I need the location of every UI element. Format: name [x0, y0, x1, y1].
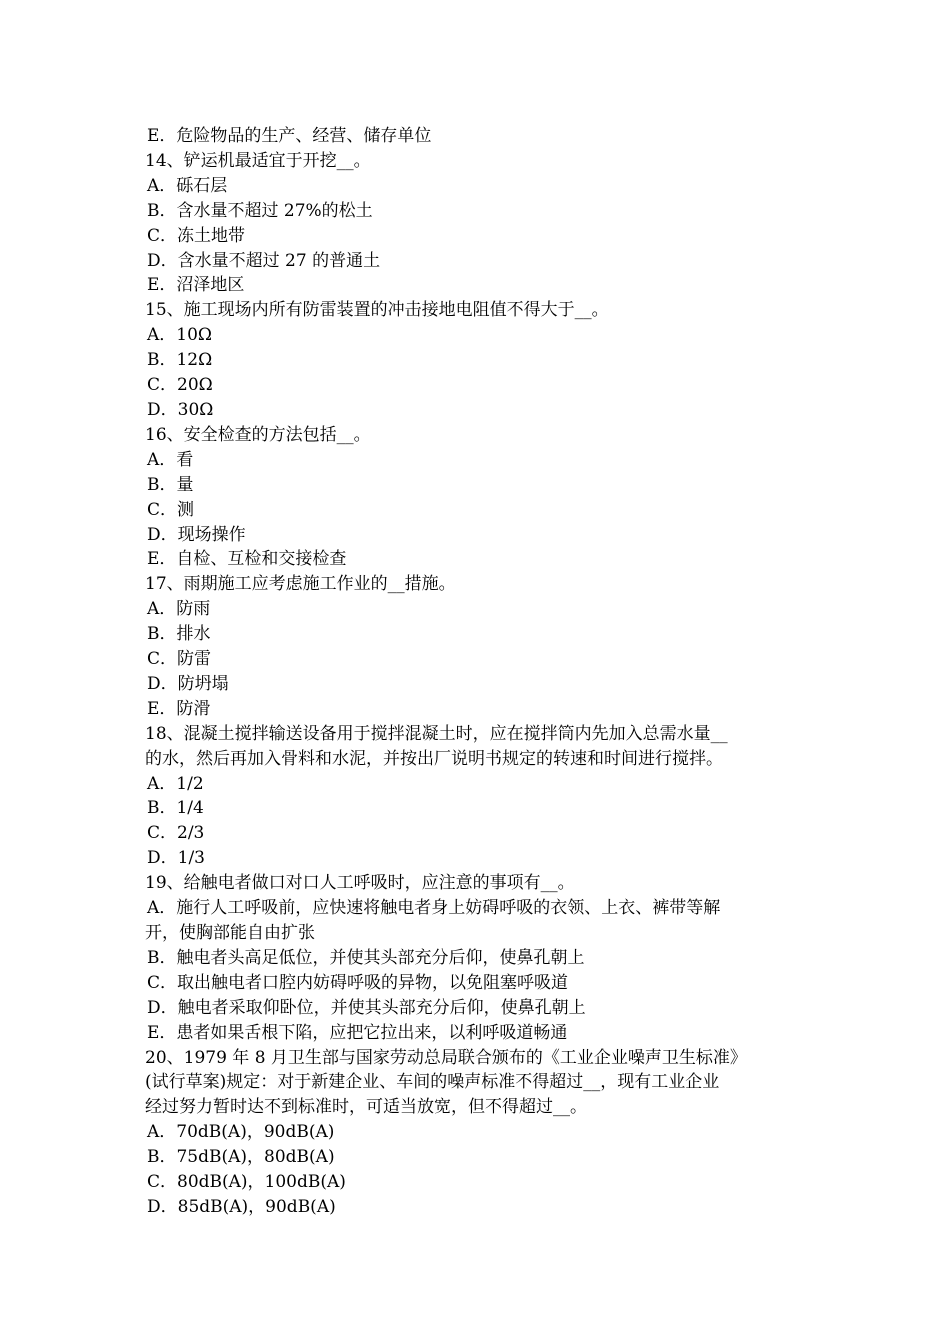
- question-text: 17、雨期施工应考虑施工作业的__措施。: [145, 574, 456, 595]
- question-text: 15、施工现场内所有防雷装置的冲击接地电阻值不得大于__。: [145, 300, 609, 321]
- answer-option: A．70dB(A)，90dB(A): [147, 1122, 335, 1143]
- question-text: 16、安全检查的方法包括__。: [145, 424, 371, 445]
- answer-option: C．冻土地带: [147, 225, 246, 246]
- answer-option: B．1/4: [147, 798, 204, 819]
- question-text: (试行草案)规定：对于新建企业、车间的噪声标准不得超过__，现有工业企业: [145, 1072, 720, 1093]
- question-text: 19、给触电者做口对口人工呼吸时，应注意的事项有__。: [145, 873, 575, 894]
- answer-option: D．触电者采取仰卧位，并使其头部充分后仰，使鼻孔朝上: [147, 997, 586, 1018]
- answer-option: D．防坍塌: [147, 673, 229, 694]
- answer-option: B．含水量不超过 27%的松土: [147, 200, 373, 221]
- answer-option: C．80dB(A)，100dB(A): [147, 1172, 346, 1193]
- answer-option: E．患者如果舌根下陷，应把它拉出来，以利呼吸道畅通: [147, 1022, 568, 1043]
- answer-option: B．75dB(A)，80dB(A): [147, 1147, 335, 1168]
- answer-option: C．2/3: [147, 823, 205, 844]
- answer-option: A．1/2: [147, 773, 204, 794]
- answer-option: B．排水: [147, 624, 211, 645]
- answer-option: A．施行人工呼吸前，应快速将触电者身上妨碍呼吸的衣领、上衣、裤带等解: [147, 898, 721, 919]
- question-text: 14、铲运机最适宜于开挖__。: [145, 150, 371, 171]
- answer-option: C．防雷: [147, 649, 212, 670]
- answer-option: D．1/3: [147, 848, 205, 869]
- question-text: 经过努力暂时达不到标准时，可适当放宽，但不得超过__。: [145, 1097, 587, 1118]
- question-text: 18、混凝土搅拌输送设备用于搅拌混凝土时，应在搅拌筒内先加入总需水量__: [145, 723, 728, 744]
- document-page: [145, 124, 810, 1220]
- question-text: 20、1979 年 8 月卫生部与国家劳动总局联合颁布的《工业企业噪声卫生标准》: [145, 1047, 747, 1068]
- answer-option: D．含水量不超过 27 的普通土: [147, 250, 381, 271]
- answer-option: A．10Ω: [147, 325, 213, 346]
- answer-option: E．沼泽地区: [147, 275, 245, 296]
- answer-option: D．85dB(A)，90dB(A): [147, 1196, 336, 1217]
- answer-option: A．看: [147, 449, 194, 470]
- answer-option: E．危险物品的生产、经营、储存单位: [147, 126, 432, 146]
- question-text: 的水，然后再加入骨料和水泥，并按出厂说明书规定的转速和时间进行搅拌。: [145, 748, 723, 769]
- answer-option: D．现场操作: [147, 524, 246, 545]
- answer-option: A．砾石层: [147, 175, 228, 196]
- answer-option: E．防滑: [147, 698, 211, 719]
- answer-option: E．自检、互检和交接检查: [147, 549, 347, 570]
- answer-option: D．30Ω: [147, 399, 214, 420]
- answer-option: B．触电者头高足低位，并使其头部充分后仰，使鼻孔朝上: [147, 947, 585, 968]
- answer-option: A．防雨: [147, 599, 211, 620]
- answer-option: B．12Ω: [147, 350, 213, 371]
- answer-option: C．测: [147, 499, 195, 520]
- answer-option: B．量: [147, 474, 194, 495]
- answer-option: C．20Ω: [147, 375, 213, 396]
- answer-option: C．取出触电者口腔内妨碍呼吸的异物，以免阻塞呼吸道: [147, 972, 569, 993]
- question-text: 开，使胸部能自由扩张: [145, 923, 315, 943]
